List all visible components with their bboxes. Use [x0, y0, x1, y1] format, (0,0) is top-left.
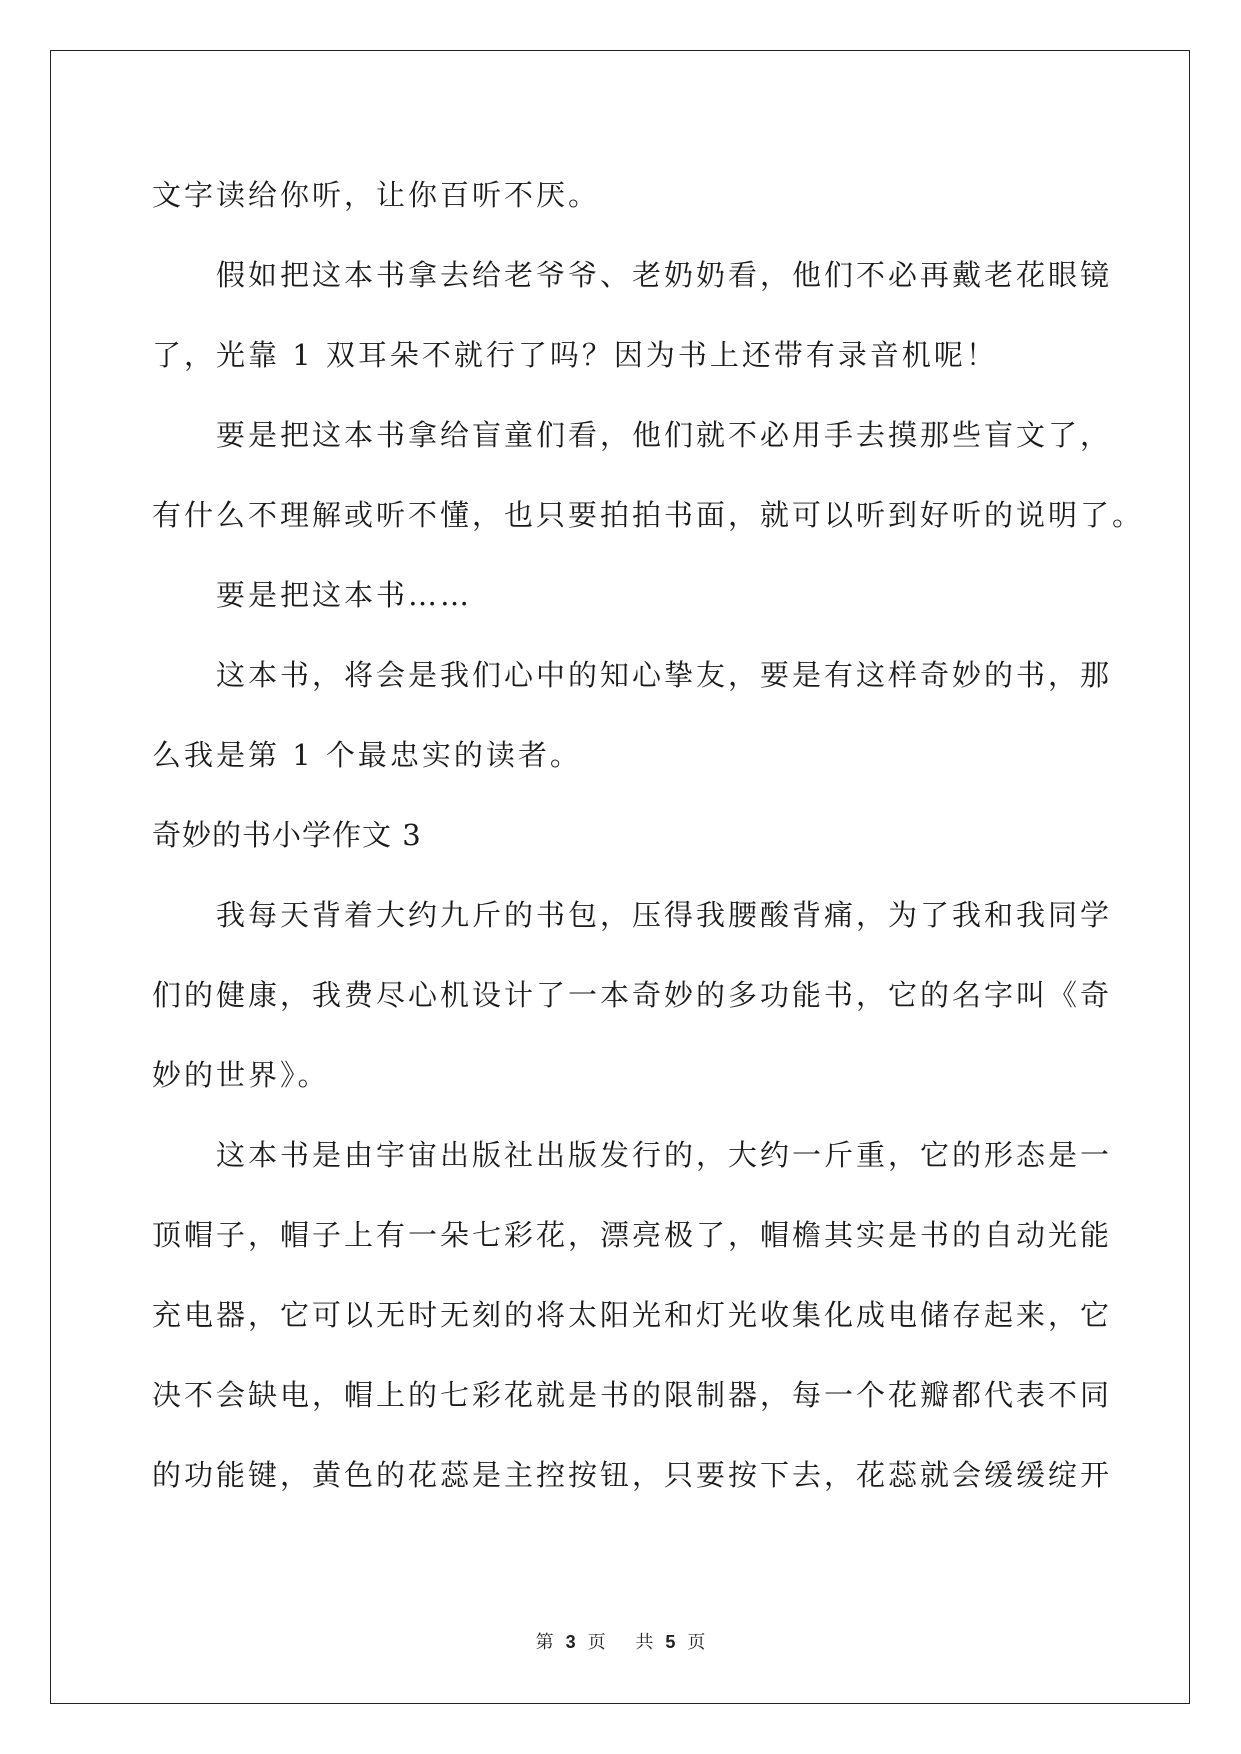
paragraph-line: 要是把这本书…… — [216, 578, 473, 612]
page-label-prefix: 第 — [535, 1632, 554, 1653]
text-line: 有什么不理解或听不懂，也只要拍拍书面，就可以听到好听的说明了。 — [152, 498, 1145, 532]
page-footer — [0, 1628, 1241, 1654]
section-heading: 奇妙的书小学作文 3 — [152, 818, 422, 852]
text-line: 妙的世界》。 — [152, 1058, 330, 1092]
paragraph-line: 假如把这本书拿去给老爷爷、老奶奶看，他们不必再戴老花眼镜 — [216, 258, 1113, 292]
text-line: 么我是第 1 个最忠实的读者。 — [152, 738, 582, 772]
paragraph-line: 这本书，将会是我们心中的知心挚友，要是有这样奇妙的书，那 — [216, 658, 1113, 692]
text-line: 充电器，它可以无时无刻的将太阳光和灯光收集化成电储存起来，它 — [152, 1298, 1113, 1332]
page-number — [530, 1632, 612, 1653]
text-line: 们的健康，我费尽心机设计了一本奇妙的多功能书，它的名字叫《奇 — [152, 978, 1113, 1012]
paragraph-line: 我每天背着大约九斤的书包，压得我腰酸背痛，为了我和我同学 — [216, 898, 1113, 932]
page-label-suffix: 页 — [587, 1632, 606, 1653]
total-page-number: 5 — [665, 1632, 676, 1652]
page-total — [629, 1632, 711, 1653]
text-line: 文字读给你听，让你百听不厌。 — [152, 178, 601, 212]
text-line: 了，光靠 1 双耳朵不就行了吗？因为书上还带有录音机呢！ — [152, 338, 998, 372]
text-line: 决不会缺电，帽上的七彩花就是书的限制器，每一个花瓣都代表不同 — [152, 1378, 1113, 1412]
paragraph-line: 要是把这本书拿给盲童们看，他们就不必用手去摸那些盲文了， — [216, 418, 1113, 452]
text-line: 的功能键，黄色的花蕊是主控按钮，只要按下去，花蕊就会缓缓绽开 — [152, 1458, 1113, 1492]
current-page-number: 3 — [565, 1632, 576, 1652]
total-label-suffix: 页 — [687, 1632, 706, 1653]
text-line: 顶帽子，帽子上有一朵七彩花，漂亮极了，帽檐其实是书的自动光能 — [152, 1218, 1113, 1252]
total-label-prefix: 共 — [635, 1632, 654, 1653]
paragraph-line: 这本书是由宇宙出版社出版发行的，大约一斤重，它的形态是一 — [216, 1138, 1113, 1172]
document-body — [152, 155, 1145, 1515]
